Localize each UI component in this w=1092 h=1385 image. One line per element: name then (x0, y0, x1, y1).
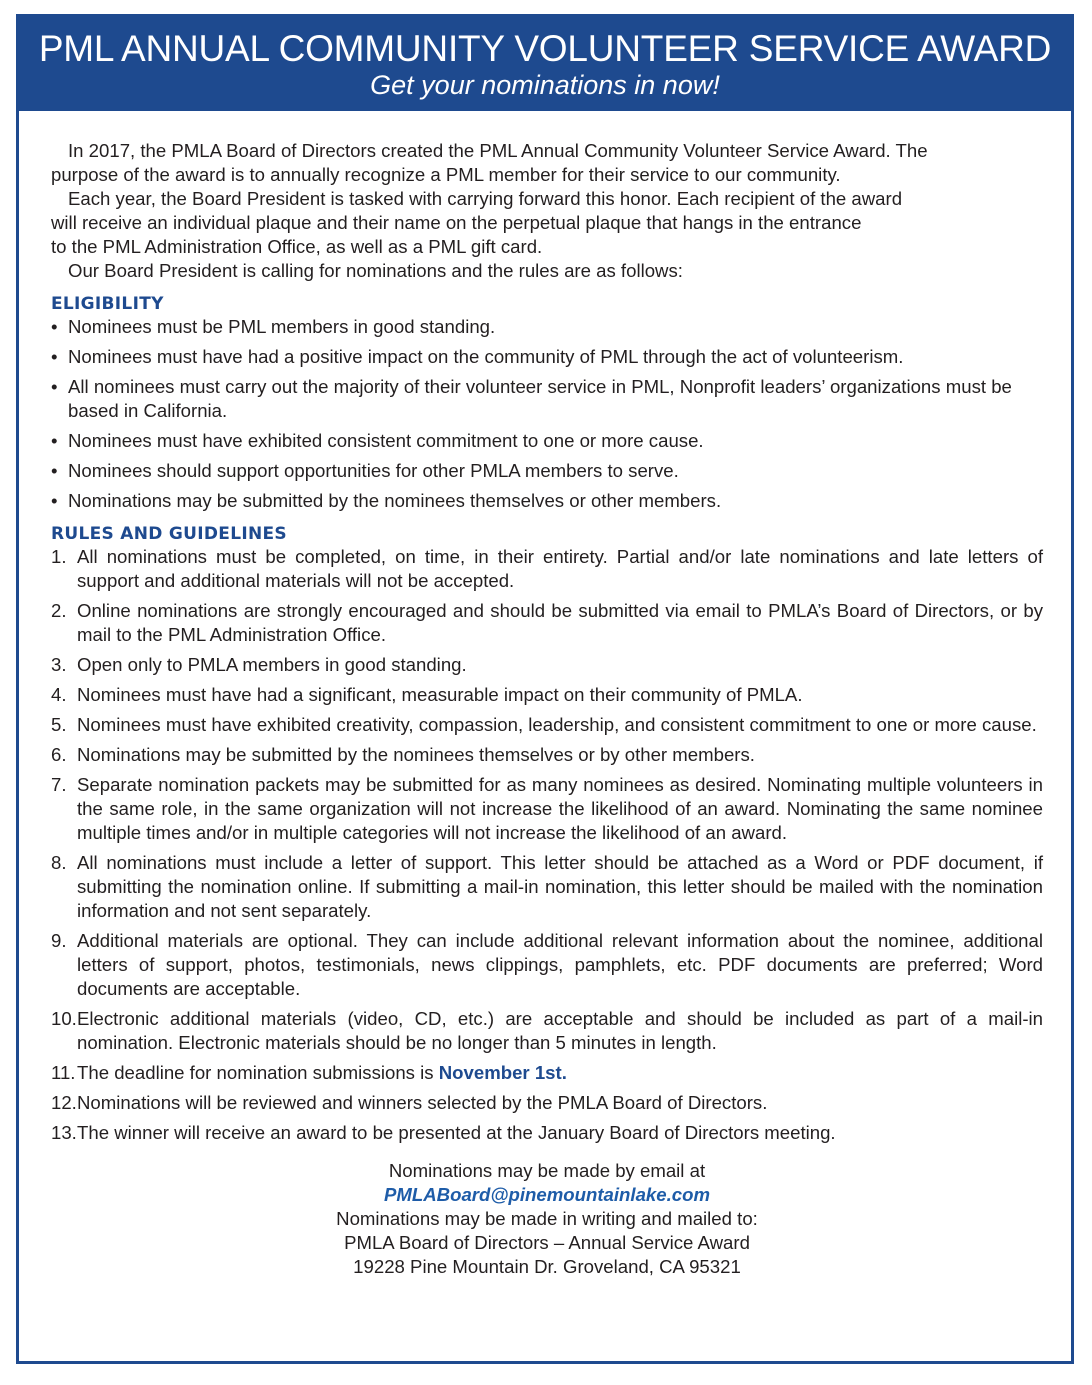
rule-item: 9. Additional materials are optional. They can include additional relevant information about the nominee, additional letters of support, photos, testimonials, news clippings, pamphlets, etc. PDF documents are preferred; Word documents are acceptable. (51, 930, 1043, 999)
rule-item: 7. Separate nomination packets may be submitted for as many nominees as desired. Nominating multiple volunteers in the same role, in the same organization will not increase the likelihood of an award. Nominating the same nominee multiple times and/or in multiple categories will not increase the likelihood of an award. (51, 774, 1043, 843)
eligibility-list (51, 315, 1043, 513)
rule-number: 3. (51, 654, 67, 675)
list-item: • Nominees must have exhibited consistent commitment to one or more cause. (51, 430, 704, 451)
list-item: • All nominees must carry out the majority of their volunteer service in PML, Nonprofit leaders’ organizations must be based in California. (51, 376, 1012, 421)
rules-list (51, 545, 1043, 1145)
eligibility-heading: ELIGIBILITY (51, 294, 164, 314)
bullet-icon: • (51, 460, 58, 481)
intro-line: Each year, the Board President is tasked with carrying forward this honor. Each recipient of the award (68, 188, 903, 209)
bullet-icon: • (51, 316, 58, 337)
intro-line: Our Board President is calling for nominations and the rules are as follows: (68, 260, 683, 281)
rule-item: 4. Nominees must have had a significant, measurable impact on their community of PMLA. (51, 684, 803, 705)
rule-number: 12. (51, 1092, 77, 1113)
mail-recipient: PMLA Board of Directors – Annual Service Award (344, 1232, 750, 1253)
rule-item: 10. Electronic additional materials (video, CD, etc.) are acceptable and should be included as part of a mail-in nomination. Electronic materials should be no longer than 5 minutes in length. (51, 1008, 1043, 1053)
list-item: • Nominations may be submitted by the nominees themselves or other members. (51, 490, 722, 511)
mail-intro: Nominations may be made in writing and mailed to: (336, 1208, 758, 1229)
rule-item: 11. The deadline for nomination submissions is November 1st. (51, 1062, 567, 1083)
email-intro: Nominations may be made by email at (388, 1160, 706, 1181)
rule-number: 8. (51, 852, 67, 873)
header-banner (19, 17, 1071, 111)
rule-number: 1. (51, 546, 67, 567)
rule-item: 8. All nominations must include a letter of support. This letter should be attached as a Word or PDF document, if submitting the nomination online. If submitting a mail-in nomination, this letter should be mailed with the nomination information and not sent separately. (51, 852, 1043, 921)
rule-number: 9. (51, 930, 67, 951)
page-subtitle: Get your nominations in now! (370, 70, 720, 100)
flyer-content (19, 111, 1071, 1279)
rule-item: 1. All nominations must be completed, on time, in their entirety. Partial and/or late nominations and late letters of support and additional materials will not be accepted. (51, 546, 1043, 591)
bullet-icon: • (51, 430, 58, 451)
intro-line: In 2017, the PMLA Board of Directors created the PML Annual Community Volunteer Service Award. The (68, 140, 928, 161)
rule-number: 10. (51, 1008, 77, 1029)
deadline-date: November 1st. (438, 1062, 567, 1083)
intro-line: will receive an individual plaque and their name on the perpetual plaque that hangs in the entrance (51, 212, 862, 233)
list-item: • Nominees must be PML members in good standing. (51, 316, 496, 337)
intro-line: purpose of the award is to annually recognize a PML member for their service to our community. (51, 164, 841, 185)
rule-number: 2. (51, 600, 67, 621)
contact-section (51, 1159, 1043, 1279)
rule-item: 6. Nominations may be submitted by the nominees themselves or by other members. (51, 744, 755, 765)
intro-line: to the PML Administration Office, as well as a PML gift card. (51, 236, 543, 257)
rule-item: 13. The winner will receive an award to be presented at the January Board of Directors meeting. (51, 1122, 836, 1143)
rule-item: 12. Nominations will be reviewed and winners selected by the PMLA Board of Directors. (51, 1092, 768, 1113)
rule-number: 7. (51, 774, 67, 795)
rule-item: 3. Open only to PMLA members in good standing. (51, 654, 467, 675)
rules-heading: RULES AND GUIDELINES (51, 524, 287, 544)
email-link[interactable]: PMLABoard@pinemountainlake.com (384, 1184, 710, 1205)
rule-number: 11. (51, 1062, 76, 1083)
list-item: • Nominees must have had a positive impact on the community of PML through the act of volunteerism. (51, 346, 904, 367)
page-title: PML ANNUAL COMMUNITY VOLUNTEER SERVICE AWARD (38, 28, 1052, 69)
rule-number: 5. (51, 714, 67, 735)
rule-number: 13. (51, 1122, 77, 1143)
rule-number: 6. (51, 744, 67, 765)
rule-item: 5. Nominees must have exhibited creativity, compassion, leadership, and consistent commitment to one or more cause. (51, 714, 1037, 735)
bullet-icon: • (51, 376, 58, 397)
flyer-frame (16, 14, 1074, 1364)
bullet-icon: • (51, 490, 58, 511)
rule-number: 4. (51, 684, 67, 705)
intro-section (51, 139, 1043, 283)
bullet-icon: • (51, 346, 58, 367)
list-item: • Nominees should support opportunities for other PMLA members to serve. (51, 460, 679, 481)
rule-item: 2. Online nominations are strongly encouraged and should be submitted via email to PMLA’s Board of Directors, or by mail to the PML Administration Office. (51, 600, 1043, 645)
mail-address: 19228 Pine Mountain Dr. Groveland, CA 95321 (353, 1256, 741, 1277)
